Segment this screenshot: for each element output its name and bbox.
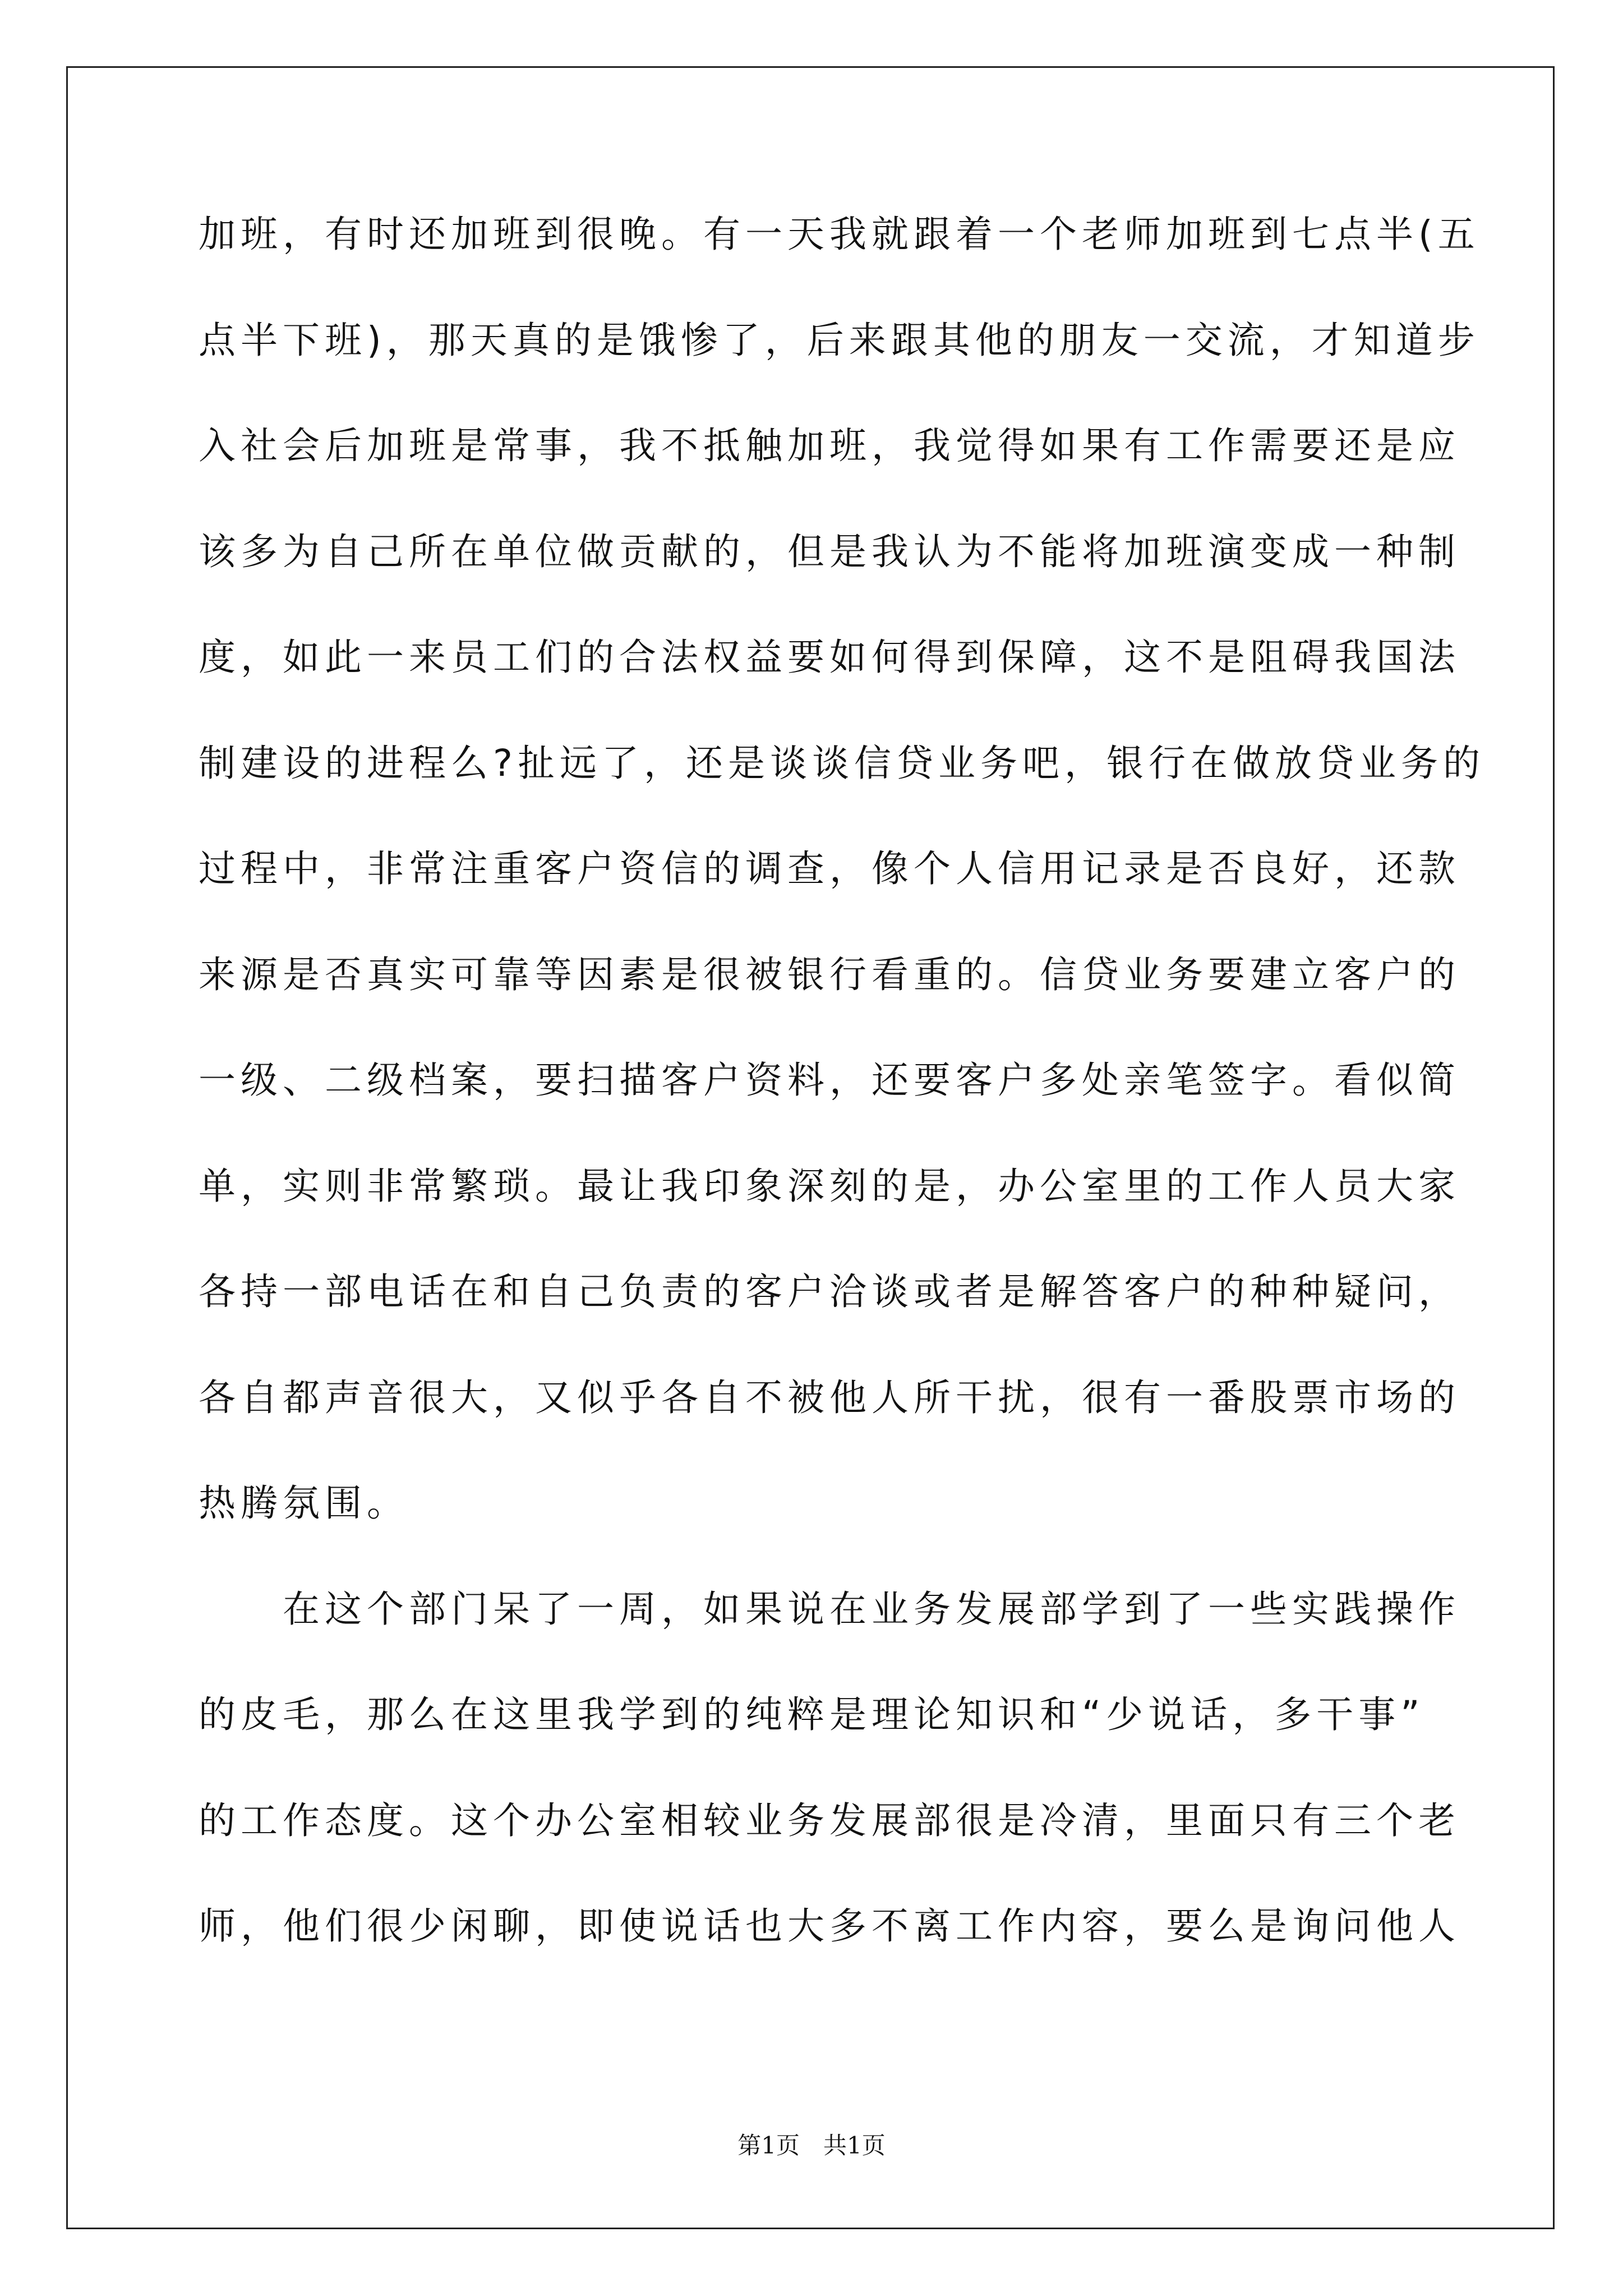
page-footer: 第1页 共1页 [737, 2132, 886, 2159]
text-line: 的工作态度。这个办公室相较业务发展部很是冷清，里面只有三个老 [199, 1799, 1460, 1842]
text-line: 各自都声音很大，又似乎各自不被他人所干扰，很有一番股票市场的 [199, 1376, 1460, 1419]
text-line: 热腾氛围。 [199, 1481, 409, 1525]
text-line: 一级、二级档案，要扫描客户资料，还要客户多处亲笔签字。看似简 [199, 1059, 1460, 1102]
text-line: 过程中，非常注重客户资信的调查，像个人信用记录是否良好，还款 [199, 847, 1460, 890]
text-line: 加班，有时还加班到很晚。有一天我就跟着一个老师加班到七点半(五 [199, 213, 1480, 256]
text-line: 度，如此一来员工们的合法权益要如何得到保障，这不是阻碍我国法 [199, 636, 1460, 679]
text-line: 该多为自己所在单位做贡献的，但是我认为不能将加班演变成一种制 [199, 530, 1460, 573]
text-line: 的皮毛，那么在这里我学到的纯粹是理论知识和“少说话，多干事” [199, 1693, 1425, 1736]
text-line: 点半下班)，那天真的是饿惨了，后来跟其他的朋友一交流，才知道步 [199, 319, 1480, 362]
text-line: 制建设的进程么?扯远了，还是谈谈信贷业务吧，银行在做放贷业务的 [199, 742, 1486, 785]
text-line: 各持一部电话在和自己负责的客户洽谈或者是解答客户的种种疑问， [199, 1270, 1460, 1313]
text-line: 在这个部门呆了一周，如果说在业务发展部学到了一些实践操作 [199, 1588, 1460, 1631]
text-line: 来源是否真实可靠等因素是很被银行看重的。信贷业务要建立客户的 [199, 953, 1460, 996]
text-line: 入社会后加班是常事，我不抵触加班，我觉得如果有工作需要还是应 [199, 424, 1460, 467]
text-line: 单，实则非常繁琐。最让我印象深刻的是，办公室里的工作人员大家 [199, 1165, 1460, 1208]
text-line: 师，他们很少闲聊，即使说话也大多不离工作内容，要么是询问他人 [199, 1904, 1460, 1948]
